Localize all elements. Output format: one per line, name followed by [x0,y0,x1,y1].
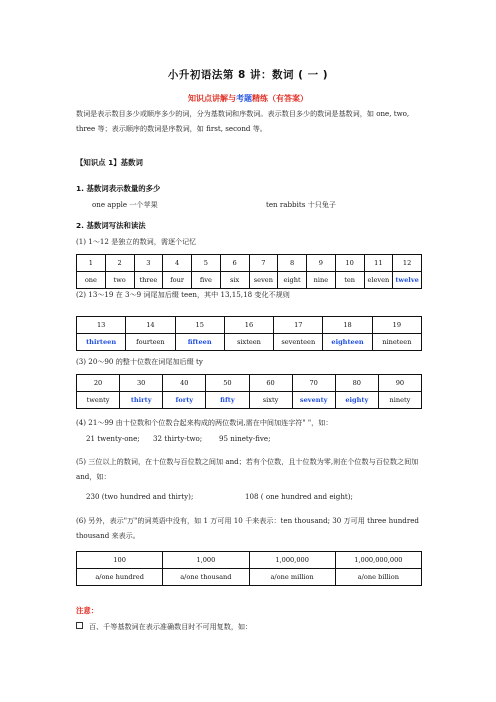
table-cell-number: 9 [307,255,336,272]
table-cell-number: 2 [105,255,134,272]
table-20-90 [76,374,422,409]
table-cell-word: eighteen [323,334,372,351]
table-cell-word: thirty [120,392,163,409]
rule-2: (2) 13～19 在 3～9 词尾加后缀 teen，其中 13,15,18 变化不规则 [76,290,290,299]
table-cell-number: 1,000 [163,552,249,569]
table-row-numbers [77,317,422,334]
table-cell-word: seventy [292,392,335,409]
table-cell-number: 17 [274,317,323,334]
table-row-words [77,569,422,586]
rule-6: (6) 另外，表示"万"的词英语中没有，如 1 万可用 10 千来表示：ten thousand; 30 万可用 three hundred thousand 来表示。 [76,516,419,540]
subtitle-part-explain: 讲解与 [212,94,236,103]
heading-1: 1. 基数词表示数量的多少 [76,184,161,193]
page-title: 小升初语法第 8 讲：数词 ( 一 ) [167,69,329,81]
subtitle-part-practice: 精练 [252,94,268,103]
table-cell-number: 90 [378,375,421,392]
table-row-numbers [77,552,422,569]
checkbox-icon [76,622,83,629]
table-cell-number: 80 [335,375,378,392]
table-cell-word: seventeen [274,334,323,351]
table-cell-word: nine [307,272,336,289]
rule-4-example-2: 32 thirty-two; [153,434,203,443]
table-row-numbers [77,255,422,272]
table-cell-word: eleven [364,272,393,289]
table-cell-number: 6 [220,255,249,272]
rule-4-example-1: 21 twenty-one; [86,434,140,443]
rule-5-example-2: 108 ( one hundred and eight); [245,492,353,501]
table-cell-number: 1,000,000 [249,552,335,569]
rule-1: (1) 1～12 是独立的数词，需逐个记忆 [76,237,197,246]
table-cell-number: 7 [249,255,278,272]
table-cell-word: a/one thousand [163,569,249,586]
table-cell-word: twenty [77,392,120,409]
note-title: 注意： [76,606,99,615]
table-cell-word: a/one hundred [77,569,163,586]
table-row-words [77,392,422,409]
table-cell-number: 13 [77,317,126,334]
table-cell-number: 100 [77,552,163,569]
table-row-words [77,272,422,289]
table-cell-word: fourteen [126,334,175,351]
table-cell-word: sixty [249,392,292,409]
table-cell-number: 19 [372,317,421,334]
table-cell-number: 3 [134,255,163,272]
table-row-numbers [77,375,422,392]
table-cell-number: 18 [323,317,372,334]
table-cell-number: 11 [364,255,393,272]
table-cell-number: 60 [249,375,292,392]
table-cell-number: 14 [126,317,175,334]
table-cell-number: 1 [77,255,106,272]
page-subtitle [0,93,496,104]
table-large-numbers [76,551,422,586]
table-cell-word: a/one billion [335,569,421,586]
table-cell-word: six [220,272,249,289]
rule-4-example-3: 95 ninety-five; [219,434,271,443]
table-cell-word: four [163,272,192,289]
table-cell-word: ten [335,272,364,289]
intro-paragraph: 数词是表示数目多少或顺序多少的词，分为基数词和序数词。表示数目多少的数词是基数词，如 one, two, three 等；表示顺序的数词是序数词，如 first, second 等。 [76,109,410,133]
table-cell-number: 5 [192,255,221,272]
table-cell-number: 12 [393,255,422,272]
heading-2: 2. 基数词写法和读法 [76,221,146,230]
example-left: one apple 一个苹果 [92,200,158,209]
table-cell-number: 8 [278,255,307,272]
table-cell-word: fifty [206,392,249,409]
table-row-words [77,334,422,351]
table-cell-number: 10 [335,255,364,272]
table-cell-word: one [77,272,106,289]
table-cell-number: 16 [224,317,273,334]
subtitle-part-exam: 考题 [236,94,252,103]
table-cell-word: eight [278,272,307,289]
note-item-1-text: 百、千等基数词在表示准确数目时不可用复数，如： [89,622,253,631]
table-cell-word: fifteen [175,334,224,351]
subtitle-part-knowledge: 知识点 [188,94,212,103]
table-cell-word: nineteen [372,334,421,351]
table-cell-number: 50 [206,375,249,392]
rule-5: (5) 三位以上的数词，在十位数与百位数之间加 and；若有个位数，且十位数为零,则在个位数与百位数之间加 and，如： [76,457,419,481]
table-cell-word: ninety [378,392,421,409]
table-cell-number: 15 [175,317,224,334]
note-item-1 [76,622,252,632]
table-cell-number: 70 [292,375,335,392]
table-cell-word: thirteen [77,334,126,351]
table-cell-word: three [134,272,163,289]
table-cell-number: 20 [77,375,120,392]
table-cell-word: twelve [393,272,422,289]
subtitle-part-answers: （有答案） [268,94,308,103]
table-cell-number: 40 [163,375,206,392]
table-cell-word: seven [249,272,278,289]
section-title: 【知识点 1】基数词 [76,158,143,167]
table-cell-word: eighty [335,392,378,409]
table-cell-number: 4 [163,255,192,272]
table-cell-word: sixteen [224,334,273,351]
table-cell-number: 1,000,000,000 [335,552,421,569]
table-cell-number: 30 [120,375,163,392]
rule-3: (3) 20～90 的整十位数在词尾加后缀 ty [76,357,203,366]
table-cell-word: two [105,272,134,289]
table-1-12 [76,254,422,289]
example-right: ten rabbits 十只兔子 [266,200,336,209]
table-cell-word: forty [163,392,206,409]
table-cell-word: a/one million [249,569,335,586]
rule-4: (4) 21～99 由十位数和个位数合起来构成的两位数词,需在中间加连字符" "，如： [76,418,333,427]
table-13-19 [76,316,422,351]
table-cell-word: five [192,272,221,289]
rule-5-example-1: 230 (two hundred and thirty); [86,492,194,501]
